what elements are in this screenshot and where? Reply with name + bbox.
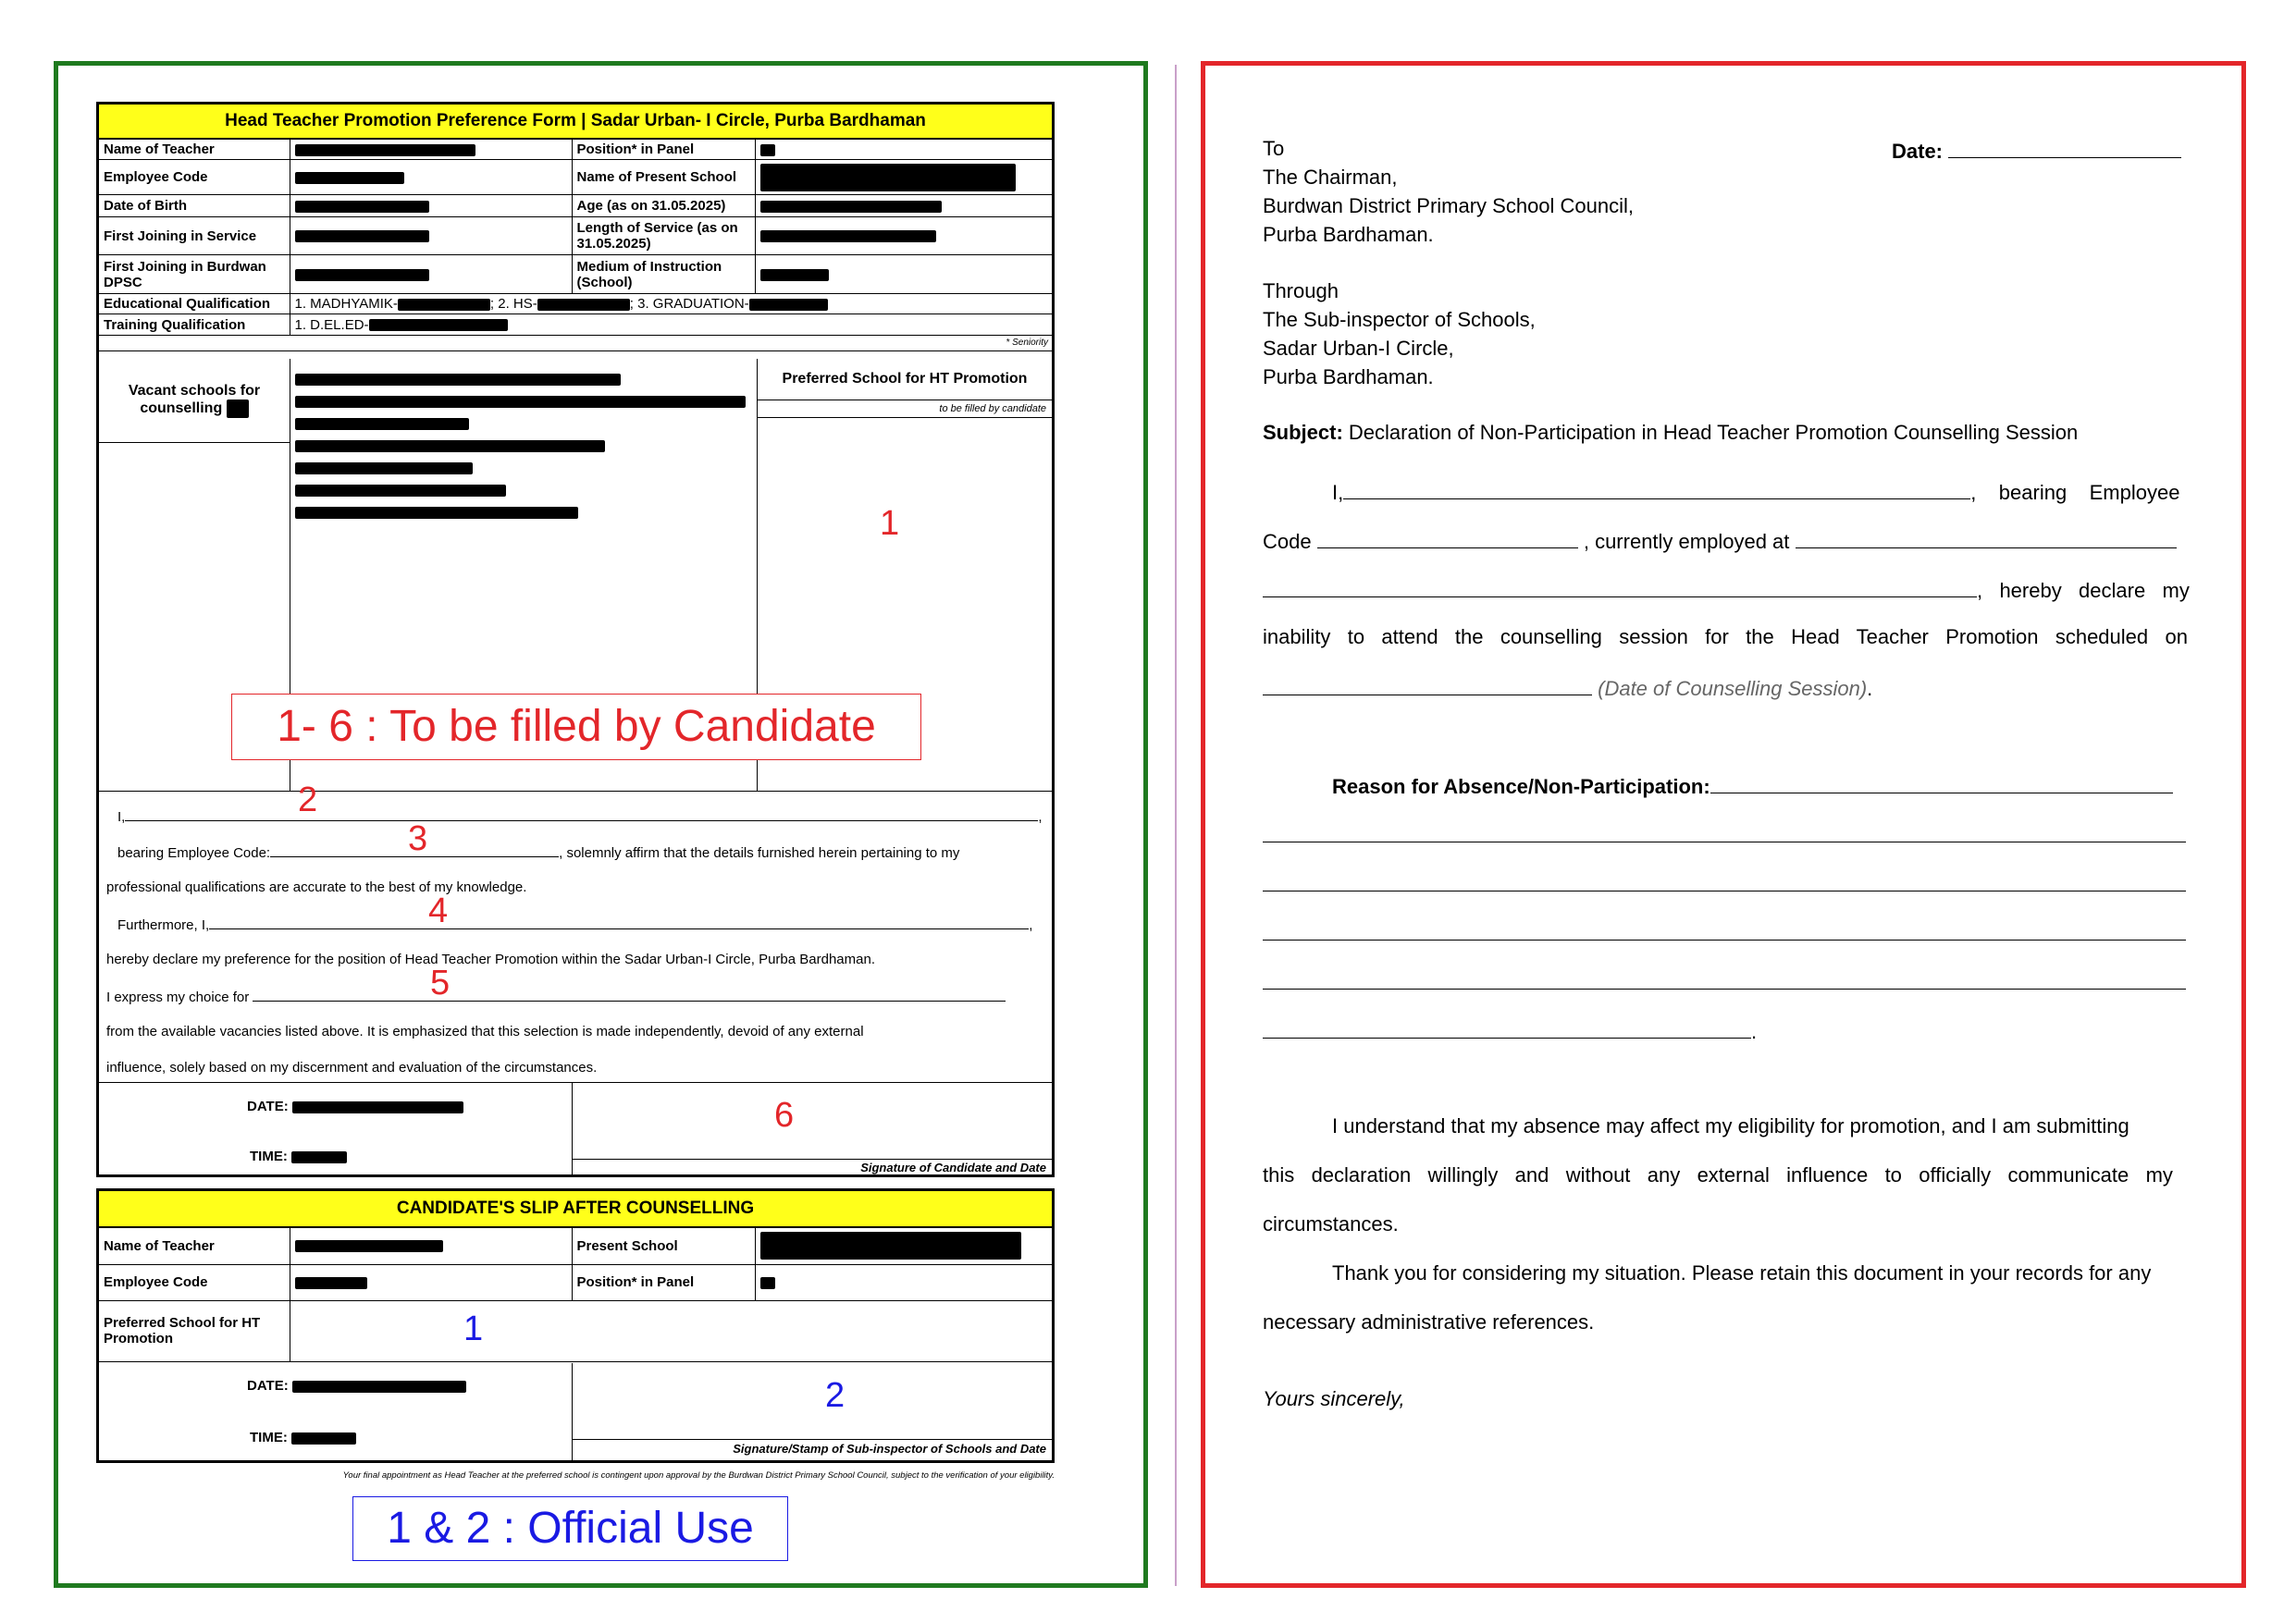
train-deled: 1. D.EL.ED- [294,316,369,333]
reason-line-3[interactable] [1263,940,2186,941]
redacted-block [295,485,506,497]
label-name-of-teacher: Name of Teacher [99,140,290,160]
redacted-block [295,172,404,184]
letter-name-field[interactable] [1343,478,1970,499]
redacted-block [227,400,249,418]
redacted-block [760,164,1016,191]
redacted-block [760,1232,1021,1260]
letter-reason-field[interactable] [1710,772,2173,793]
edu-madhyamik: 1. MADHYAMIK- [294,296,398,312]
slip-label-employee-code: Employee Code [99,1264,290,1300]
letter-p1-line4: inability to attend the counselling session for the Head Teacher Promotion scheduled on [1263,625,2188,648]
letter-p3-line1: Thank you for considering my situation. Please retain this document in your records for any [1332,1261,2152,1285]
label-length-of-service: Length of Service (as on 31.05.2025) [572,217,755,255]
redacted-block [292,1381,466,1393]
decl-line-5: hereby declare my preference for the position of Head Teacher Promotion within the Sadar Urban-I Circle, Purba Bardhaman. [106,952,875,967]
letter-p1-line3: , hereby declare my [1263,576,2190,603]
signature-official-label: Signature/Stamp of Sub-inspector of Schools and Date [573,1439,1052,1458]
label-employee-code: Employee Code [99,160,290,195]
letter-subject: Subject: Declaration of Non-Participation in Head Teacher Promotion Counselling Session [1263,421,2079,444]
letter-thr-2: Sadar Urban-I Circle, [1263,337,1454,360]
value-training-qualification[interactable] [290,314,1052,336]
page-divider [1175,65,1177,1586]
letter-school-field-2[interactable] [1263,576,1977,597]
label-training-qualification: Training Qualification [99,314,290,336]
redacted-block [292,1101,463,1113]
redacted-block [295,144,475,156]
annotation-5: 5 [430,964,451,1002]
slip-label-name: Name of Teacher [99,1228,290,1264]
letter-thr-3: Purba Bardhaman. [1263,365,1434,388]
slip-date-row: DATE: [247,1378,466,1394]
redacted-block [291,1432,356,1445]
letter-reason-line-5: . [1263,1017,1757,1044]
redacted-block [749,299,828,311]
redacted-block [760,1277,775,1289]
redacted-block [760,144,775,156]
redacted-block [760,201,942,213]
letter-closing: Yours sincerely, [1263,1387,1405,1410]
edu-hs: ; 2. HS- [489,296,537,312]
slip-value-name[interactable] [290,1228,572,1264]
official-use-label: 1 & 2 : Official Use [352,1496,788,1561]
label-date-of-birth: Date of Birth [99,195,290,217]
slip-details-table [99,1228,1052,1362]
decl-name-field[interactable] [125,807,1038,821]
letter-counselling-date-field[interactable] [1263,674,1592,695]
redacted-block [369,319,508,331]
redacted-block [760,230,936,242]
letter-through: Through [1263,279,1339,302]
letter-p2-line1: I understand that my absence may affect my eligibility for promotion, and I am submitting [1332,1114,2129,1137]
slip-label-position: Position* in Panel [572,1264,755,1300]
reason-line-4[interactable] [1263,989,2186,990]
candidate-slip [96,1188,1055,1463]
slip-value-present-school[interactable] [755,1228,1052,1264]
reason-line-5[interactable] [1263,1017,1751,1039]
redacted-block [295,374,621,386]
letter-to: To [1263,137,1285,160]
redacted-block [295,440,605,452]
value-first-joining-service[interactable] [290,217,572,255]
label-medium-of-instruction: Medium of Instruction (School) [572,255,755,294]
value-name-of-teacher[interactable] [290,140,572,160]
seniority-note: * Seniority [99,336,1052,351]
letter-p3-line2: necessary administrative references. [1263,1310,1595,1334]
redacted-block [398,299,490,311]
redacted-block [295,201,429,213]
redacted-block [295,269,429,281]
letter-p1-line1: I, , bearing Employee [1332,478,2179,505]
value-employee-code[interactable] [290,160,572,195]
value-date-of-birth[interactable] [290,195,572,217]
value-position-in-panel[interactable] [755,140,1052,160]
datetime-signature-row [99,1082,1052,1175]
promotion-preference-form [96,102,1055,1177]
value-present-school[interactable] [755,160,1052,195]
decl-line-1: I, , [117,809,1043,825]
vacant-schools-label: Vacant schools for counselling [99,359,290,443]
letter-reason-row: Reason for Absence/Non-Participation: [1332,772,2173,799]
redacted-block [295,507,578,519]
value-educational-qualification[interactable] [290,294,1052,314]
letter-p1-line2: Code , currently employed at [1263,527,2177,554]
label-first-joining-service: First Joining in Service [99,217,290,255]
decl-line-4: Furthermore, I, , [117,917,1033,933]
redacted-block [291,1151,347,1163]
decl-line-6: I express my choice for [106,988,1006,1005]
letter-thr-1: The Sub-inspector of Schools, [1263,308,1536,331]
letter-addr-2: Burdwan District Primary School Council, [1263,194,1635,217]
annotation-4: 4 [428,891,449,930]
candidate-fill-label: 1- 6 : To be filled by Candidate [231,694,921,760]
letter-date-field[interactable] [1948,137,2181,158]
label-educational-qualification: Educational Qualification [99,294,290,314]
slip-footnote: Your final appointment as Head Teacher at the preferred school is contingent upon approval by the Burdwan District Primary School Council, subject to the verification of your eligibility. [342,1470,1055,1481]
slip-label-preferred-school: Preferred School for HT Promotion [99,1300,290,1361]
redacted-block [295,418,469,430]
value-medium-of-instruction[interactable] [755,255,1052,294]
letter-addr-3: Purba Bardhaman. [1263,223,1434,246]
preferred-school-header: Preferred School for HT Promotion [758,359,1052,400]
decl-line-2: bearing Employee Code: , solemnly affirm that the details furnished herein pertaining to my [117,845,960,861]
redacted-block [295,396,746,408]
slip-annotation-1: 1 [463,1309,484,1348]
letter-employee-code-field[interactable] [1317,527,1578,548]
label-name-of-present-school: Name of Present School [572,160,755,195]
edu-graduation: ; 3. GRADUATION- [629,296,749,312]
letter-p1-line5: (Date of Counselling Session). [1263,674,1872,701]
slip-annotation-2: 2 [825,1376,846,1415]
to-be-filled-note: to be filled by candidate [758,400,1052,418]
value-length-of-service[interactable] [755,217,1052,255]
redacted-block [295,1240,443,1252]
official-signature-area[interactable] [573,1363,1052,1439]
letter-p2-line3: circumstances. [1263,1212,1399,1236]
annotation-6: 6 [774,1096,795,1135]
label-age: Age (as on 31.05.2025) [572,195,755,217]
slip-value-preferred-school[interactable] [290,1300,1052,1361]
label-position-in-panel: Position* in Panel [572,140,755,160]
slip-time-row: TIME: [250,1430,356,1445]
letter-p2-line2: this declaration willingly and without any external influence to officially communicate my [1263,1163,2173,1187]
slip-datetime-row [99,1363,1052,1460]
candidate-signature-area[interactable] [573,1083,1052,1159]
form-title: Head Teacher Promotion Preference Form | Sadar Urban- I Circle, Purba Bardhaman [99,105,1052,140]
label-first-joining-dpsc: First Joining in Burdwan DPSC [99,255,290,294]
letter-school-field[interactable] [1796,527,2177,548]
time-row: TIME: [250,1149,347,1164]
letter-date-row: Date: [1892,137,2181,164]
teacher-details-table [99,140,1052,336]
decl-name-field-2[interactable] [209,916,1029,929]
value-first-joining-dpsc[interactable] [290,255,572,294]
date-row: DATE: [247,1099,463,1114]
slip-label-present-school: Present School [572,1228,755,1264]
decl-line-7: from the available vacancies listed above. It is emphasized that this selection is made independently, devoid of any external [106,1024,864,1039]
value-age[interactable] [755,195,1052,217]
annotation-1: 1 [880,504,900,543]
vacant-schools-list [295,368,748,527]
redacted-block [295,462,473,474]
redacted-block [295,1277,367,1289]
slip-value-employee-code[interactable] [290,1264,572,1300]
redacted-block [760,269,829,281]
annotation-2: 2 [298,781,318,819]
decl-line-3: professional qualifications are accurate to the best of my knowledge. [106,879,527,895]
annotation-3: 3 [408,819,428,858]
slip-value-position[interactable] [755,1264,1052,1300]
slip-title: CANDIDATE'S SLIP AFTER COUNSELLING [99,1191,1052,1228]
redacted-block [537,299,630,311]
redacted-block [295,230,429,242]
decl-choice-field[interactable] [253,988,1006,1002]
decl-line-8: influence, solely based on my discernment and evaluation of the circumstances. [106,1060,598,1076]
letter-addr-1: The Chairman, [1263,166,1398,189]
signature-candidate-label: Signature of Candidate and Date [573,1159,1052,1176]
right-page-border [1201,61,2246,1588]
